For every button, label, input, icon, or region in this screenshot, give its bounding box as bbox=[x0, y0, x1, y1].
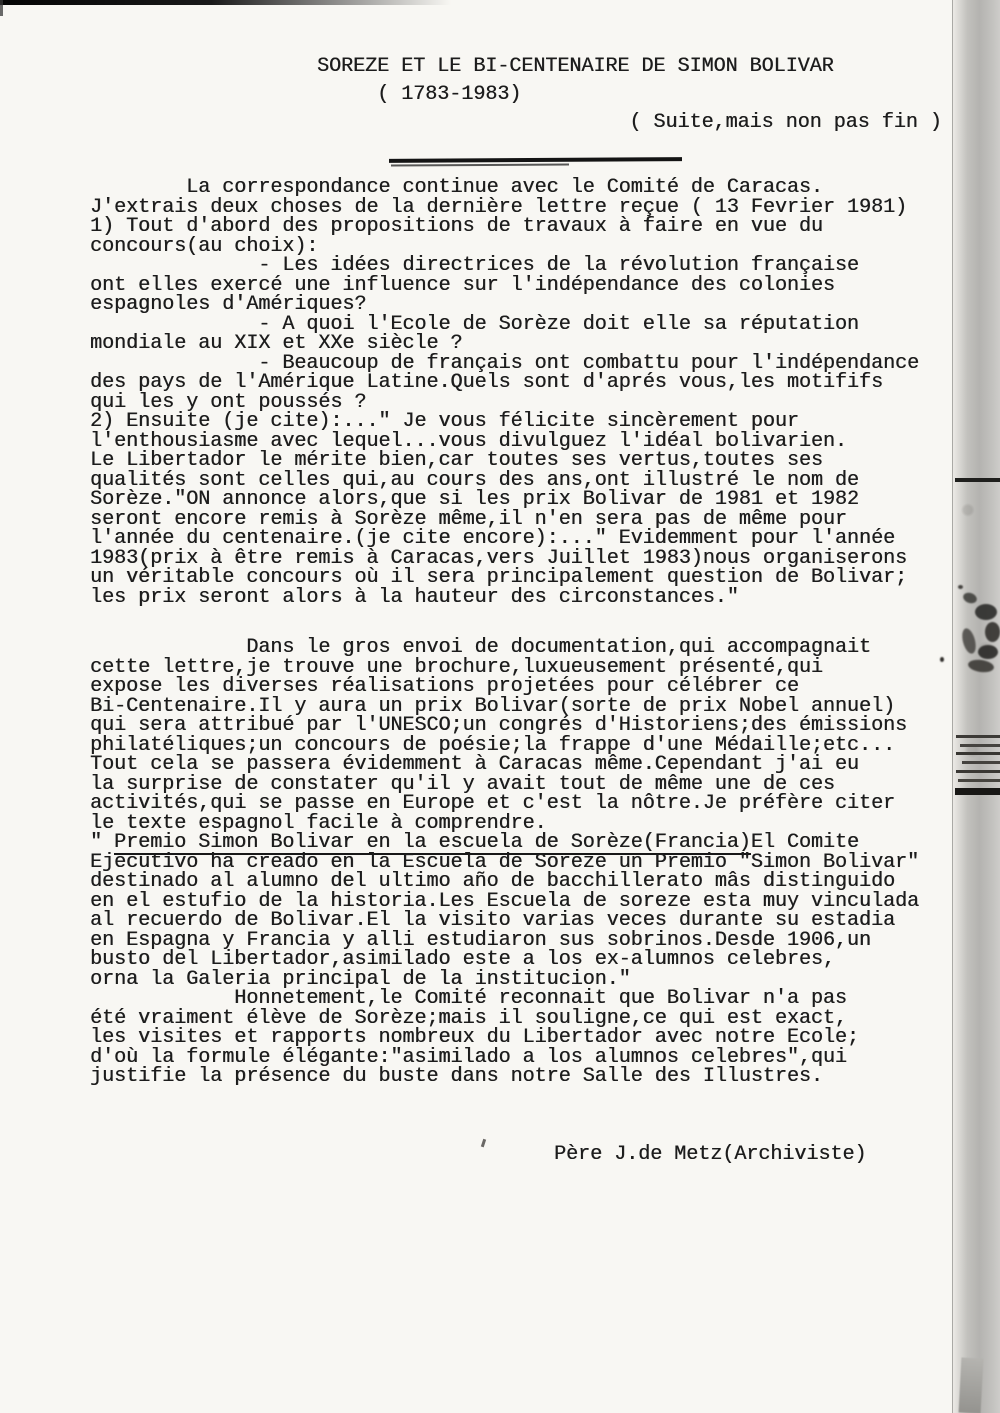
quote-prefix: " bbox=[90, 831, 115, 854]
text-line: Ejecutivo ha creado en la Escuela de Soreze un Premio "Simon Bolivar" bbox=[90, 850, 919, 874]
spanish-heading-line bbox=[90, 833, 919, 853]
signature bbox=[554, 1145, 866, 1165]
text-line: Sorèze."ON annonce alors,que si les prix Bolivar de 1981 et 1982 bbox=[90, 488, 859, 511]
document-title-line1: SOREZE ET LE BI-CENTENAIRE DE SIMON BOLIVAR bbox=[317, 55, 834, 78]
text-line: 1) Tout d'abord des propositions de travaux à faire en vue du bbox=[90, 215, 823, 238]
text-line: - Les idées directrices de la révolution française bbox=[90, 254, 859, 277]
text-line: busto del Libertador,asimilado este a los ex-alumnos celebres, bbox=[90, 948, 835, 971]
paragraph-lines bbox=[90, 850, 919, 1088]
document-title-line2: ( 1783-1983) bbox=[317, 83, 522, 106]
text-line: d'où la formule élégante:"asimilado a los alumnos celebres",qui bbox=[90, 1045, 847, 1069]
paragraph-documentation bbox=[90, 638, 919, 1087]
ink-smudge bbox=[978, 645, 998, 659]
text-line: Bi-Centenaire.Il y aura un prix Bolivar(sorte de prix Nobel annuel) bbox=[90, 694, 895, 718]
ink-speck bbox=[958, 585, 963, 589]
ink-streak bbox=[958, 779, 1000, 782]
text-line: été vraiment élève de Sorèze;mais il souligne,ce qui est exact, bbox=[90, 1006, 847, 1030]
text-line: justifie la présence du buste dans notre Salle des Illustres. bbox=[90, 1065, 823, 1088]
paragraph-lines bbox=[90, 638, 919, 833]
text-line: qui sera attribué par l'UNESCO;un congrés d'Historiens;des émissions bbox=[90, 714, 907, 737]
text-line: l'année du centenaire.(je cite encore):..." Evidemment pour l'année bbox=[90, 527, 895, 550]
text-line: espagnoles d'Amériques? bbox=[90, 293, 367, 316]
ink-streak bbox=[956, 735, 1000, 738]
text-line: J'extrais deux choses de la dernière lettre reçue ( 13 Fevrier 1981) bbox=[90, 195, 907, 219]
document-header bbox=[317, 53, 942, 137]
text-line: des pays de l'Amérique Latine.Quels sont d'aprés vous,les motififs bbox=[90, 371, 883, 394]
text-line: ont elles exercé une influence sur l'indépendance des colonies bbox=[90, 273, 835, 297]
ink-streak bbox=[960, 744, 1000, 747]
text-line: Tout cela se passera évidemment à Caracas même.Cependant j'ai eu bbox=[90, 753, 859, 776]
text-line: qualités sont celles qui,au cours des ans,ont illustré le nom de bbox=[90, 468, 859, 492]
text-line: la surprise de constater qu'il y avait tout de même une de ces bbox=[90, 772, 835, 796]
text-line: cette lettre,je trouve une brochure,luxueusement présenté,qui bbox=[90, 655, 823, 679]
title-divider-rule bbox=[389, 157, 682, 163]
text-line: activités,qui se passe en Europe et c'est la nôtre.Je préfère citer bbox=[90, 792, 895, 815]
scan-band-rule-artifact bbox=[955, 478, 1000, 482]
text-line: 2) Ensuite (je cite):..." Je vous félicite sincèrement pour bbox=[90, 410, 799, 433]
scan-top-edge-artifact bbox=[0, 0, 470, 5]
text-line: mondiale au XIX et XXe siècle ? bbox=[90, 332, 463, 355]
ink-smudge bbox=[985, 622, 1000, 642]
ink-bar-artifact bbox=[955, 788, 1000, 795]
text-line: Honnetement,le Comité reconnait que Bolivar n'a pas bbox=[90, 987, 847, 1010]
text-line: La correspondance continue avec le Comité de Caracas. bbox=[90, 176, 823, 199]
signature-line: Père J.de Metz(Archiviste) bbox=[554, 1143, 867, 1166]
text-line: orna la Galeria principal de la institucion." bbox=[90, 967, 631, 991]
text-line: le texte espagnol facile à comprendre. bbox=[90, 811, 547, 835]
text-line: concours(au choix): bbox=[90, 234, 319, 258]
document-subtitle: ( Suite,mais non pas fin ) bbox=[317, 111, 942, 134]
underlined-spanish-title: Premio Simon Bolivar en la escuela de Sorèze(Francia) bbox=[114, 831, 751, 854]
ink-smudge bbox=[975, 604, 997, 620]
paragraph-lines bbox=[90, 178, 919, 607]
text-line: destinado al alumno del ultimo año de bacchillerato mâs distinguido bbox=[90, 870, 895, 893]
text-line: en Espagna y Francia y alli estudiaron sus sobrinos.Desde 1906,un bbox=[90, 928, 871, 952]
text-line: seront encore remis à Sorèze même,il n'en sera pas de même pour bbox=[90, 507, 847, 531]
text-line: un véritable concours où il sera principalement question de Bolivar; bbox=[90, 566, 907, 589]
text-line: 1983(prix à être remis à Caracas,vers Juillet 1983)nous organiserons bbox=[90, 546, 907, 570]
text-line: - A quoi l'Ecole de Sorèze doit elle sa réputation bbox=[90, 312, 859, 336]
text-line: Dans le gros envoi de documentation,qui accompagnait bbox=[90, 636, 871, 659]
text-line: en el estufio de la historia.Les Escuela de soreze esta muy vinculada bbox=[90, 889, 919, 913]
ink-speck bbox=[940, 657, 944, 662]
text-line: - Beaucoup de français ont combattu pour l'indépendance bbox=[90, 351, 919, 375]
ink-streak bbox=[962, 761, 1000, 764]
text-line: l'enthousiasme avec lequel...vous divulguez l'idéal bolivarien. bbox=[90, 429, 847, 453]
text-line: les visites et rapports nombreux du Libertador avec notre Ecole; bbox=[90, 1026, 859, 1049]
paragraph-correspondance bbox=[90, 178, 919, 607]
text-line: al recuerdo de Bolivar.El la visito varias veces durante su estadia bbox=[90, 909, 895, 932]
text-line: Le Libertador le mérite bien,car toutes ses vertus,toutes ses bbox=[90, 449, 823, 472]
scan-left-edge-artifact bbox=[0, 0, 3, 16]
text-line: philatéliques;un concours de poésie;la frappe d'une Médaille;etc... bbox=[90, 733, 895, 757]
heading-suffix: El Comite bbox=[750, 831, 859, 854]
scan-bottom-right-shadow bbox=[959, 1357, 984, 1413]
title-divider-rule-echo bbox=[391, 163, 569, 166]
ink-speck bbox=[481, 1139, 486, 1147]
text-line: expose les diverses réalisations projetées pour célébrer ce bbox=[90, 675, 799, 698]
ink-streak bbox=[956, 770, 1000, 773]
text-line: qui les y ont poussés ? bbox=[90, 390, 367, 414]
text-line: les prix seront alors à la hauteur des circonstances." bbox=[90, 585, 739, 609]
ink-streak bbox=[956, 752, 1000, 755]
